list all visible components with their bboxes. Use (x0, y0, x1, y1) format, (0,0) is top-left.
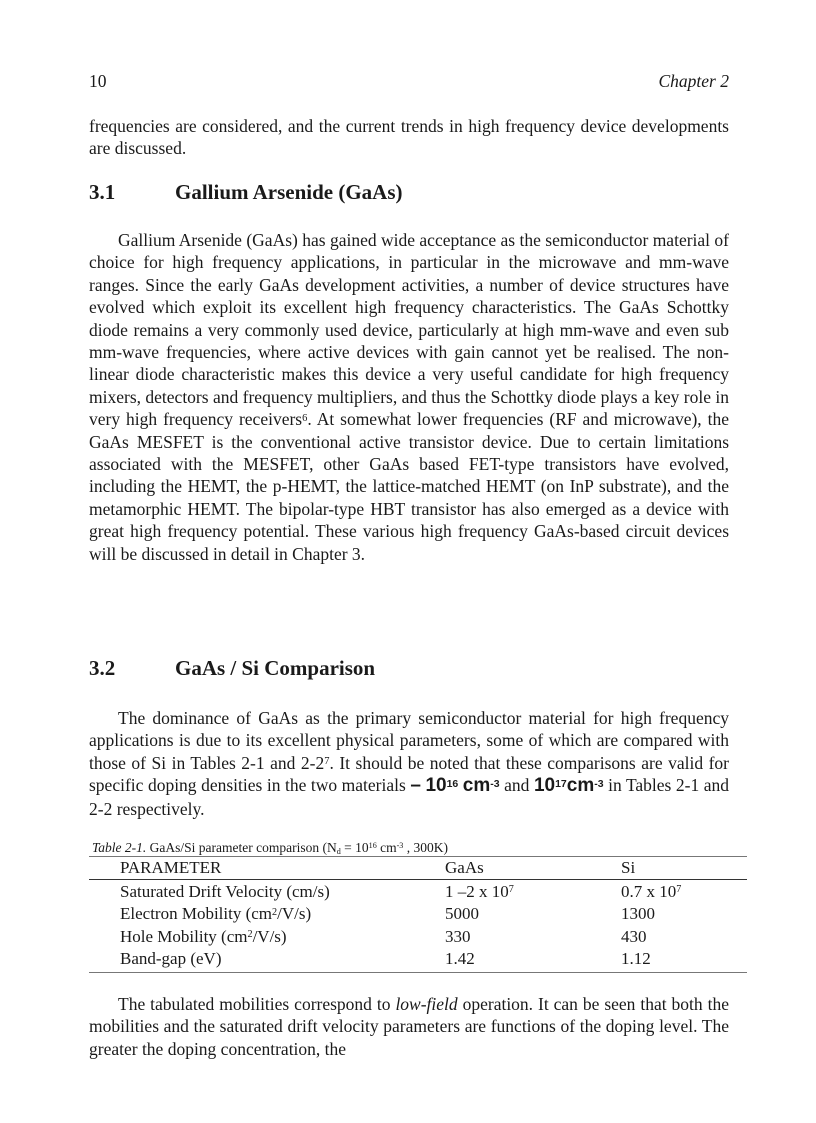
unit-exponent: -3 (490, 777, 500, 790)
comparison-table (120, 857, 720, 971)
paragraph-text: in Tables 2-1 and 2-2 respectively. (89, 775, 730, 819)
table-cell: 330 (445, 926, 471, 946)
column-header: PARAMETER (120, 858, 222, 877)
caption-exponent: 16 (368, 841, 377, 851)
doping-value: 10 (533, 775, 556, 797)
reference-6: 6 (302, 412, 308, 424)
paragraph-gaas (89, 229, 729, 565)
doping-value: 10 (425, 775, 447, 797)
paragraph-text: Gallium Arsenide (GaAs) has gained wide acceptance as the semiconductor material of choice for high frequency applications, in particular in the microwave and mm-wave ranges. Since the early GaAs development activities, a number of device structures have evolved which exploit its excellent high frequency characteristics. The GaAs Schottky diode remains a very commonly used device, particularly at high mm-wave and even sub mm-wave frequencies, where active devices with gain cannot yet be realised. The non-linear diode characteristic makes this device a very useful candidate for high frequency mixers, detectors and frequency multipliers, and thus the Schottky diode plays a key role in very high frequency receivers (89, 230, 729, 430)
doping-unit: cm (462, 775, 491, 797)
cell-value: 0.7 x 10 (621, 882, 677, 901)
table-cell (445, 881, 514, 903)
table-row (120, 926, 720, 948)
section-number: 3.1 (89, 180, 116, 204)
emphasis: low-field (395, 994, 458, 1014)
caption-text: , 300K) (403, 840, 448, 855)
cell-exponent: 7 (508, 884, 514, 896)
table-header-row (120, 857, 720, 879)
table-cell: 430 (621, 926, 647, 946)
paragraph-text: The dominance of GaAs as the primary semiconductor material for high frequency applications is due to its excellent physical parameters, some of which are compared with those of Si in Tables 2-1 and 2-2 (89, 708, 729, 773)
paragraph-intro: frequencies are considered, and the current trends in high frequency device developments are discussed. (89, 116, 729, 159)
table-cell: 1.12 (621, 949, 651, 969)
reference-7: 7 (324, 756, 330, 768)
table-cell: Saturated Drift Velocity (cm/s) (120, 882, 330, 901)
cell-value: /V/s) (277, 904, 312, 924)
doping-exponent: 16 (446, 777, 459, 790)
cell-exponent: 7 (676, 884, 682, 896)
caption-text: cm (376, 840, 397, 855)
table-cell: 5000 (445, 904, 479, 924)
paragraph-comparison (89, 707, 729, 820)
table-cell: Band-gap (eV) (120, 949, 222, 969)
table-caption (92, 840, 732, 856)
table-row (120, 948, 720, 970)
section-title: Gallium Arsenide (GaAs) (175, 180, 403, 204)
page-number: 10 (89, 71, 107, 91)
paragraph-text: . At somewhat lower frequencies (RF and microwave), the GaAs MESFET is the conventional active transistor device. Due to certain limitations associated with the MESFET, other GaAs based FET-type transistors have evolved, including the HEMT, the p-HEMT, the lattice-matched HEMT (on InP substrate), and the metamorphic HEMT. The bipolar-type HBT transistor has also emerged as a device with great high frequency potential. These various high frequency GaAs-based circuit devices will be discussed in detail in Chapter 3. (89, 409, 729, 564)
cell-value: /V/s) (252, 926, 287, 946)
caption-text: GaAs/Si parameter comparison (N (149, 840, 337, 855)
cell-value: Electron Mobility (cm (120, 904, 273, 924)
caption-text: = 10 (340, 840, 369, 855)
table-label: Table 2-1. (92, 840, 147, 855)
column-header: GaAs (445, 858, 484, 877)
table-cell (120, 926, 287, 948)
table-cell (621, 881, 681, 903)
doping-exponent: 17 (555, 777, 567, 790)
paragraph-text: operation. It can be seen that both the mobilities and the saturated drift velocity parameters are functions of the doping level. The greater the doping concentration, the (89, 994, 729, 1059)
table-row (120, 881, 720, 903)
cell-value: Hole Mobility (cm (120, 926, 248, 946)
doping-unit: cm (566, 775, 595, 797)
cell-exponent: 2 (272, 906, 278, 918)
unit-exponent: -3 (594, 777, 604, 790)
paragraph-mobility (89, 993, 729, 1060)
table-cell: 1300 (621, 904, 655, 924)
page-header (89, 71, 729, 93)
paragraph-text: . It should be noted that these comparisons are valid for specific doping densities in the two materials (89, 752, 729, 796)
paragraph-text: The tabulated mobilities correspond to (118, 994, 396, 1014)
paragraph-text: and (504, 775, 530, 796)
chapter-label: Chapter 2 (658, 71, 729, 91)
dash: – (410, 775, 421, 797)
section-number: 3.2 (89, 656, 116, 680)
caption-exponent: -3 (396, 841, 404, 851)
cell-exponent: 2 (247, 929, 253, 941)
column-header: Si (621, 858, 636, 877)
table-cell: 1.42 (445, 949, 475, 969)
cell-value: 1 –2 x 10 (445, 882, 509, 901)
table-bottom-rule (89, 972, 747, 973)
table-row (120, 903, 720, 925)
caption-subscript: d (336, 847, 341, 857)
table-cell (120, 903, 311, 925)
section-title: GaAs / Si Comparison (175, 656, 376, 680)
